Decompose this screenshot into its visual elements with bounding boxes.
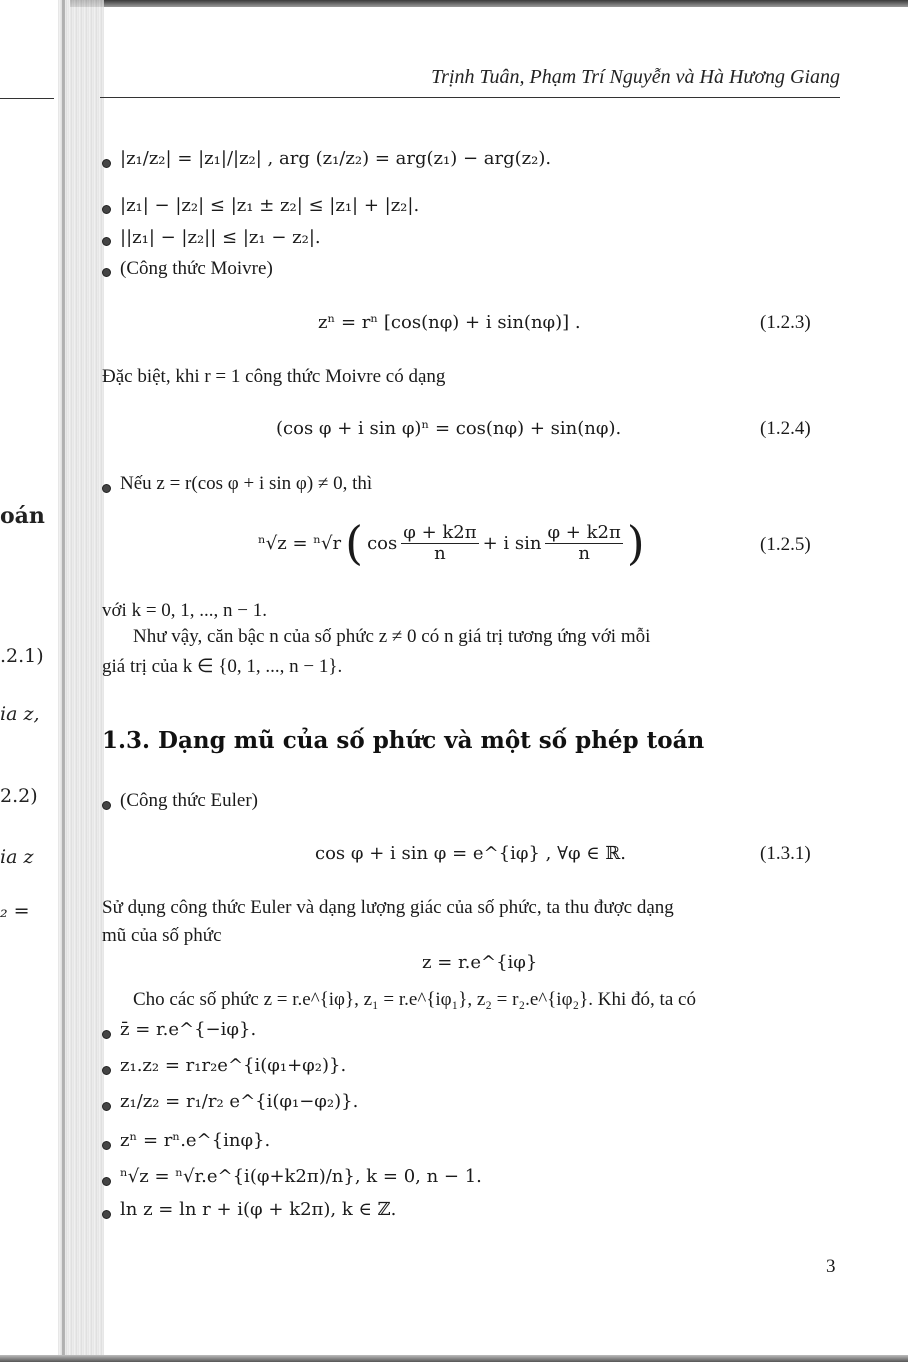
property-power: zⁿ = rⁿ.e^{inφ}.	[120, 1130, 271, 1151]
bullet-icon	[102, 1210, 111, 1219]
paragraph-given-numbers: Cho các số phức z = r.e^{iφ}, z₁ = r.e^{iφ₁}, z₂ = r₂.e^{iφ₂}. Khi đó, ta có	[133, 989, 696, 1010]
paragraph-euler-line1: Sử dụng công thức Euler và dạng lượng giác của số phức, ta thu được dạng	[102, 897, 674, 918]
fraction-numerator: φ + k2π	[403, 521, 477, 543]
equation-number: (1.2.3)	[760, 312, 811, 333]
page-bottom-edge	[0, 1355, 908, 1362]
euler-label: (Công thức Euler)	[120, 790, 258, 811]
property-logarithm: ln z = ln r + i(φ + k2π), k ∈ ℤ.	[120, 1199, 397, 1220]
left-paren: (	[345, 516, 364, 570]
previous-page-fragment: .2.1)	[0, 645, 44, 667]
property-reverse-triangle: ||z₁| − |z₂|| ≤ |z₁ − z₂|.	[120, 227, 321, 248]
equation-number: (1.2.5)	[760, 534, 811, 555]
equation-number: (1.3.1)	[760, 843, 811, 864]
bullet-icon	[102, 1102, 111, 1111]
property-quotient: z₁/z₂ = r₁/r₂ e^{i(φ₁−φ₂)}.	[120, 1091, 359, 1112]
previous-page-fragment: oán	[0, 503, 45, 529]
paragraph-k-values: với k = 0, 1, ..., n − 1.	[102, 600, 268, 621]
previous-page-header-rule	[0, 98, 54, 99]
bullet-icon	[102, 1030, 111, 1039]
property-product: z₁.z₂ = r₁r₂e^{i(φ₁+φ₂)}.	[120, 1055, 347, 1076]
isin-term: + i sin	[482, 532, 542, 554]
previous-page-fragment: ia z,	[0, 703, 40, 725]
bullet-icon	[102, 484, 111, 493]
property-nth-root: ⁿ√z = ⁿ√r.e^{i(φ+k2π)/n}, k = 0, n − 1.	[120, 1166, 482, 1187]
paragraph-root-values-line2: giá trị của k ∈ {0, 1, ..., n − 1}.	[102, 656, 343, 677]
root-lhs: ⁿ√z = ⁿ√r	[258, 532, 342, 554]
right-paren: )	[626, 516, 645, 570]
equation-1-2-4: (cos φ + i sin φ)ⁿ = cos(nφ) + sin(nφ).	[276, 418, 622, 439]
section-title: 1.3. Dạng mũ của số phức và một số phép toán	[102, 727, 705, 754]
equation-1-2-5	[258, 516, 645, 570]
equation-1-2-3: zⁿ = rⁿ [cos(nφ) + i sin(nφ)] .	[318, 312, 581, 333]
bullet-icon	[102, 268, 111, 277]
property-conjugate: z̄ = r.e^{−iφ}.	[120, 1019, 257, 1040]
bullet-icon	[102, 237, 111, 246]
previous-page-fragment: 2.2)	[0, 785, 38, 807]
bullet-icon	[102, 205, 111, 214]
paragraph-euler-line2: mũ của số phức	[102, 925, 222, 946]
moivre-label: (Công thức Moivre)	[120, 258, 273, 279]
bullet-icon	[102, 801, 111, 810]
bullet-icon	[102, 1141, 111, 1150]
bullet-icon	[102, 1066, 111, 1075]
bullet-icon	[102, 159, 111, 168]
running-header-authors: Trịnh Tuân, Phạm Trí Nguyễn và Hà Hương Giang	[431, 66, 840, 88]
paragraph-special-case: Đặc biệt, khi r = 1 công thức Moivre có dạng	[102, 366, 446, 387]
property-quotient-modulus: |z₁/z₂| = |z₁|/|z₂| , arg (z₁/z₂) = arg(z₁) − arg(z₂).	[120, 148, 552, 169]
nth-root-intro: Nếu z = r(cos φ + i sin φ) ≠ 0, thì	[120, 473, 373, 494]
book-binding-edge	[62, 0, 65, 1362]
equation-number: (1.2.4)	[760, 418, 811, 439]
fraction-angle	[401, 523, 478, 564]
fraction-denominator: n	[434, 542, 446, 564]
page-top-edge	[70, 0, 908, 7]
fraction-denominator: n	[578, 542, 590, 564]
exponential-form: z = r.e^{iφ}	[422, 952, 538, 973]
property-triangle-inequality: |z₁| − |z₂| ≤ |z₁ ± z₂| ≤ |z₁| + |z₂|.	[120, 195, 420, 216]
header-rule	[100, 97, 840, 98]
bullet-icon	[102, 1177, 111, 1186]
fraction-angle	[545, 523, 622, 564]
previous-page-fragment: ia z	[0, 846, 34, 868]
previous-page-fragment: ₂ =	[0, 900, 30, 922]
fraction-numerator: φ + k2π	[547, 521, 621, 543]
equation-1-3-1: cos φ + i sin φ = e^{iφ} , ∀φ ∈ ℝ.	[315, 843, 627, 864]
cos-term: cos	[367, 532, 398, 554]
paragraph-root-values-line1: Như vậy, căn bậc n của số phức z ≠ 0 có n giá trị tương ứng với mỗi	[133, 626, 651, 647]
page-number: 3	[826, 1256, 836, 1277]
